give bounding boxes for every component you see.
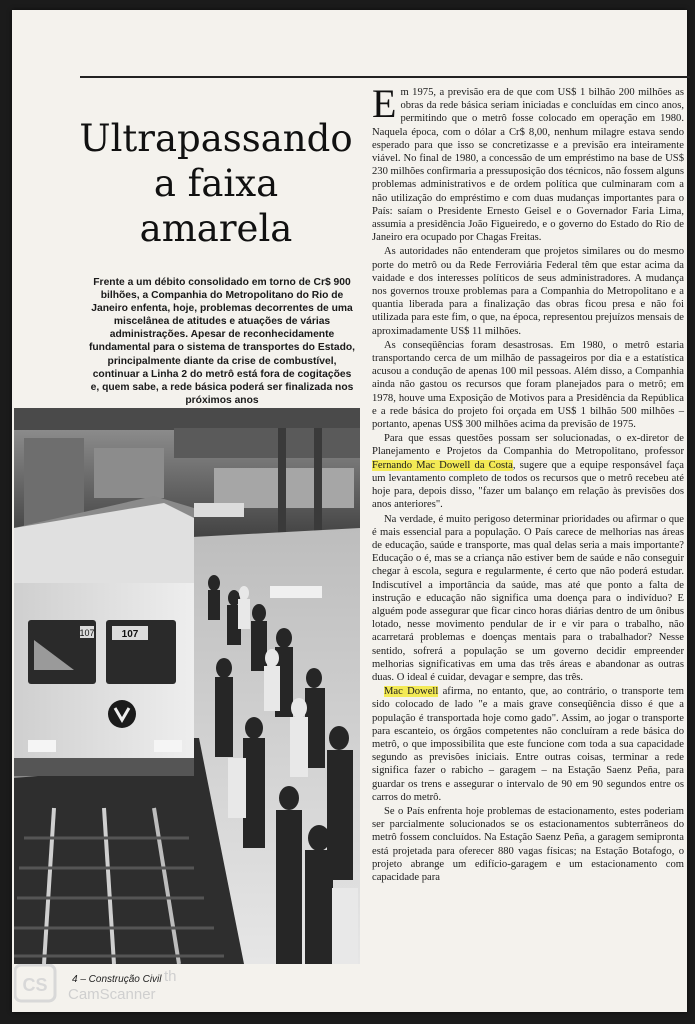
highlight-mac-dowell: Mac Dowell (384, 686, 439, 698)
paragraph-4-before: Para que essas questões possam ser solucionadas, o ex-diretor de Planejamento e Projetos da Companhia do Metropolitano, professor (372, 433, 684, 458)
paragraph-2: As autoridades não entenderam que projetos similares ou do mesmo porte do metrô ou da Rede Ferroviária Federal têm que estar acima da vaidade e dos interesses políticos de seus administradores. A mudança nos governos trouxe problemas para a Companhia do Metropolitano e a quantia liberada para a finalização das obras ficou presa e não foi utilizada para este fim, o que, na época, representou prejuízos mensais de aproximadamente US$ 11 milhões. (372, 246, 684, 337)
page-footer: 4 – Construção Civil (72, 974, 162, 985)
article-title (76, 116, 356, 251)
article-lead: Frente a um débito consolidado em torno de Cr$ 900 bilhões, a Companhia do Metropolitano do Rio de Janeiro enfenta, hoje, problemas decorrentes de uma miscelânea de atitudes e atuações de várias administrações. Apesar de reconhecidamente fundamental para o sistema de transportes do Estado, principalmente diante da crise de combustível, continuar a Linha 2 do metrô está fora de cogitações e, quem sabe, a rede básica poderá ser finalizada nos próximos anos (88, 277, 356, 406)
watermark-line-1: th (164, 968, 177, 985)
paragraph-6 (372, 685, 684, 804)
highlight-name: Fernando Mac Dowell da Costa (372, 459, 513, 471)
camscanner-logo (14, 964, 64, 1004)
title-line-1: Ultrapassando (79, 117, 353, 160)
paragraph-1 (372, 81, 684, 244)
paragraph-3: As conseqüências foram desastrosas. Em 1980, o metrô estaria transportando cerca de um milhão de passageiros por dia e a estatística acusou a condução de apenas 100 mil pessoas. Além disso, a Companhia ainda não gastou os recursos que foram planejados para o metrô; em 1978, houve uma Exposição de Motivos para a Presidência da República e a rede básica do projeto foi orçada em US$ 1 bilhão 500 milhões – portanto, apenas US$ 300 milhões acima da previsão de 1975. (372, 339, 684, 431)
train-number-left: 107 (79, 628, 95, 638)
paragraph-7: Se o País enfrenta hoje problemas de estacionamento, estes poderiam ser parcialmente solucionados se os estacionamentos subterrâneos do metrô fossem concluídos. Na Estação Saenz Peña, a garagem semipronta está projetada para oferecer 880 vagas físicas; na Estação Botafogo, o projeto abrange um edifício-garagem e um estacionamento com capacidade para (372, 805, 684, 883)
paragraph-1-text: m 1975, a previsão era de que com US$ 1 bilhão 200 milhões as obras da rede básica seriam iniciadas e concluídas em cinco anos, permitindo que o metrô fosse colocado em operação em 1980. Naquela época, com o dólar a Cr$ 8,00, nenhum milagre estava sendo esperado para que isso se concretizasse e a previsão era inteiramente viável. No final de 1980, a concessão de um empréstimo na base de US$ 230 milhões confirmaria a pressuposição dos técnicos, não fossem alguns problemas administrativos e de ordem política que culminaram com a não utilização do empréstimo e com duas mudanças importantes para o País: saíam o Presidente Ernesto Geisel e o Governador Faria Lima, assumia a presidência João Figueiredo, e o governo do Estado do Rio de Janeiro era ocupado por Chagas Freitas. (372, 87, 684, 244)
article-body (372, 81, 684, 885)
paragraph-4-after: , sugere que a equipe responsável faça um levantamento completo de todos os recursos que o metrô recebeu até hoje para, depois disso, "fazer um balanço em relação às previsões dos anos anteriores". (372, 459, 684, 511)
camscanner-logo-text: CS (22, 975, 48, 995)
paragraph-5: Na verdade, é muito perigoso determinar prioridades ou afirmar o que é mais essencial para a população. O País carece de melhorias nas áreas de educação, saúde e transporte, mas qual delas seria a mais importante? Educação o é, mas se a criança não estiver bem de saúde e não conseguir chegar à escola, segura e regularmente, é certo que não poderá estudar. Indiscutível a importância da saúde, mas até que ponto a falta de instrução e educação não significa uma doença para o indivíduo? E alguém pode assegurar que ficar cinco horas diárias dentro de um ônibus lotado, nesse movimento pendular de ir e vir para o trabalho, não acarretará problemas e doenças mentais para o trabalhador? Nesse sentido, sofrerá a população se um governo decidir empreender melhorias significativas em uma das três áreas e abandonar as outras duas. O ideal é cuidar, devagar e sempre, das três. (372, 513, 684, 683)
metro-station-photo (14, 408, 360, 964)
drop-cap: E (372, 81, 397, 126)
paragraph-6-after: afirma, no entanto, que, ao contrário, o transporte tem sido colocado de lado "e a mais grave conseqüência disso é que a população é transportada hoje como gado". Assim, ao jogar o transporte para escanteio, os órgãos competentes não concluíram a rede básica do metrô, o que impossibilita que este funcione com toda a sua capacidade segundo as previsões iniciais. Entre outras coisas, terminar a rede significa fazer o rabicho – garagem – na Estação Saenz Peña, para guardar os trens e assegurar o intervalo de 90 em 90 segundos entre os carros do metrô. (372, 686, 684, 803)
paragraph-4 (372, 432, 684, 511)
title-line-2: a faixa (153, 162, 279, 205)
watermark-line-2: CamScanner (68, 986, 156, 1003)
metro-photo-illustration (14, 408, 360, 964)
header-rule (80, 76, 690, 78)
train-number-right: 107 (121, 629, 139, 640)
magazine-page (12, 10, 687, 1012)
title-line-3: amarela (139, 207, 293, 250)
camscanner-watermark (68, 968, 177, 1004)
